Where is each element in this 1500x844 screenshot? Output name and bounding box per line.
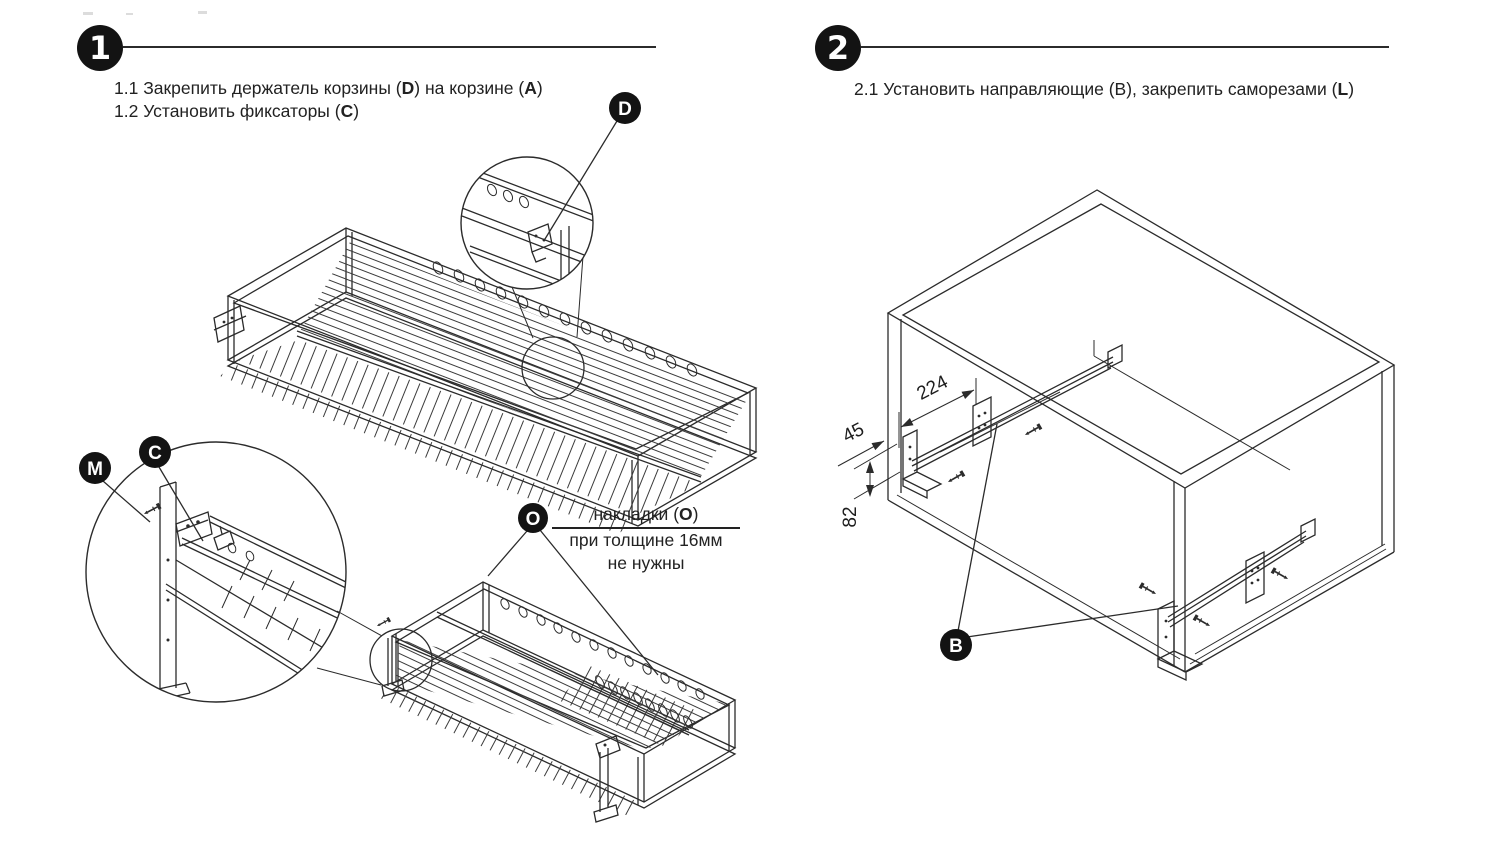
step-1-instructions (114, 77, 543, 123)
step-2-number-badge: 2 (815, 25, 861, 71)
screw-icon (1193, 614, 1212, 628)
dimension-45 (838, 419, 884, 466)
screw-icon (1023, 423, 1042, 437)
detail-circle-holder (86, 442, 350, 702)
instruction-1-2: 1.2 Установить фиксаторы (C) (114, 101, 360, 121)
screw-icon (1139, 582, 1158, 596)
badge-o-letter: O (525, 509, 541, 530)
note-line-1: накладки (O) (552, 503, 740, 529)
badge-c (139, 436, 171, 468)
badge-d (609, 92, 641, 124)
dimension-82-label: 82 (840, 506, 861, 528)
overlay-note (552, 503, 740, 575)
step-1-number-badge: 1 (77, 25, 123, 71)
badge-d-letter: D (618, 99, 632, 120)
badge-c-letter: C (148, 443, 162, 464)
instruction-2-1: 2.1 Установить направляющие (В), закрепить саморезами (L) (854, 79, 1355, 99)
badge-b-letter: B (949, 636, 963, 657)
screw-icon (1271, 567, 1290, 581)
leader-lines-b (958, 424, 1178, 637)
step-1-rule (123, 46, 656, 48)
badge-o (518, 503, 548, 533)
note-line-3: не нужны (607, 553, 685, 573)
dimension-82 (840, 444, 900, 528)
basket-lower-drawing (376, 582, 735, 822)
step-2-rule (861, 46, 1389, 48)
step-2-instructions (854, 78, 1354, 101)
dimension-45-label: 45 (839, 418, 868, 448)
detail-circle-basket-corner (461, 157, 596, 298)
badge-m-letter: M (87, 459, 103, 480)
dimension-224-label: 224 (913, 371, 952, 405)
screw-icon (946, 470, 965, 484)
note-line-2: при толщине 16мм (569, 530, 723, 550)
badge-m (79, 452, 111, 484)
dimension-224 (899, 371, 976, 448)
instruction-1-1: 1.1 Закрепить держатель корзины (D) на корзине (A) (114, 78, 543, 98)
badge-b (940, 629, 972, 661)
